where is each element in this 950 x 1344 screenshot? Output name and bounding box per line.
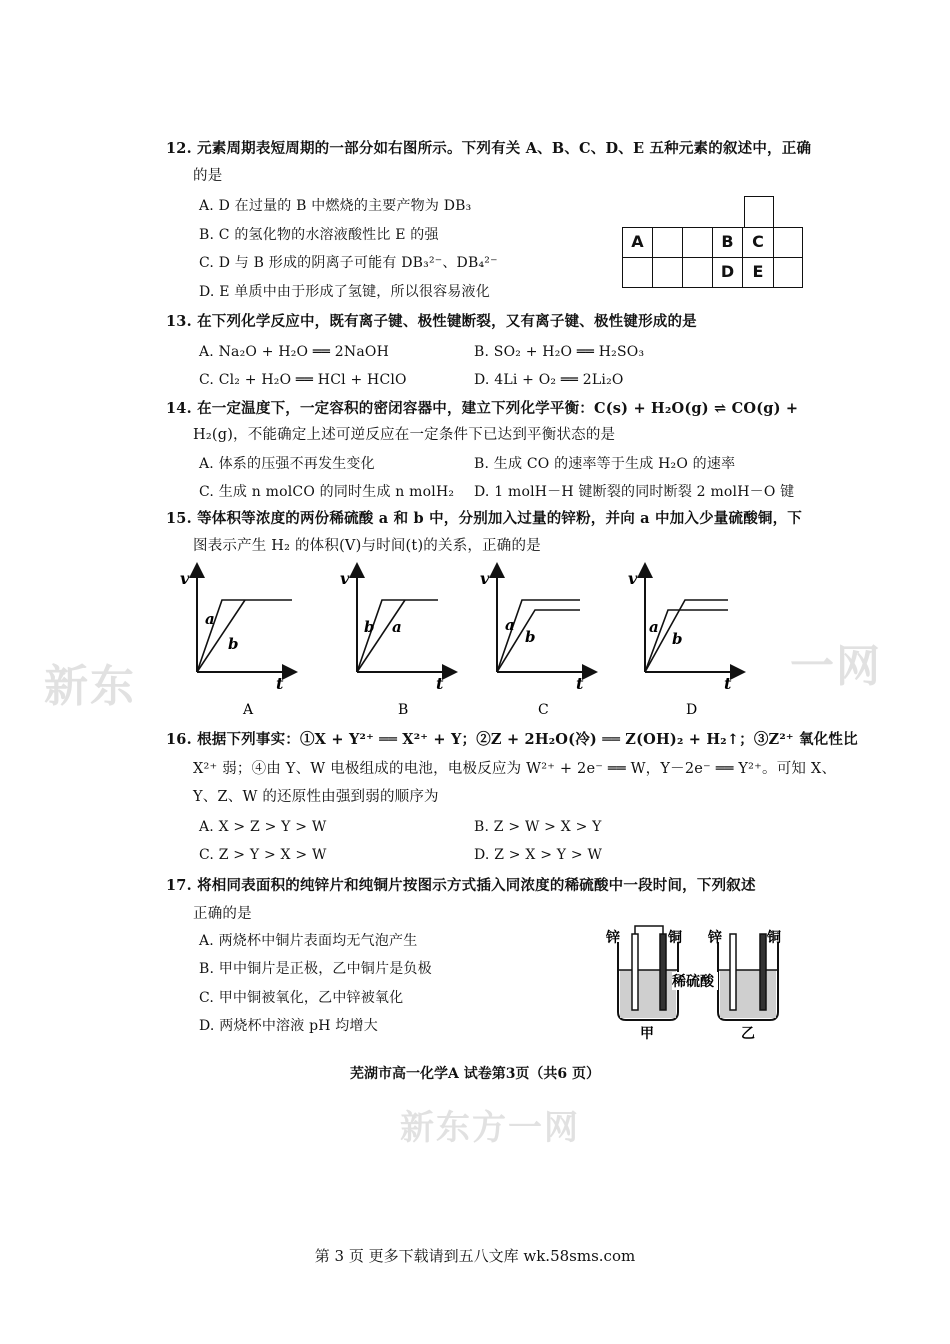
q15-graph-b [340, 569, 450, 718]
label-zinc-jia: 锌 [606, 930, 620, 946]
download-note: 第 3 页 更多下载请到五八文库 wk.58sms.com [314, 1247, 636, 1265]
q12-option-c: C. D 与 B 形成的阴离子可能有 DB₃²⁻、DB₄²⁻ [199, 255, 498, 271]
label-yi: 乙 [741, 1026, 755, 1042]
q16-stem-line1: 16. 根据下列事实：①X + Y²⁺ ══ X²⁺ + Y；②Z + 2H₂O(冷) ══ Z(OH)₂ + H₂↑；③Z²⁺ 氧化性比 [166, 731, 858, 748]
q17-stem-line1: 17. 将相同表面积的纯锌片和纯铜片按图示方式插入同浓度的稀硫酸中一段时间，下列叙述 [166, 877, 756, 894]
watermark-right: 一网 [790, 641, 882, 692]
q17-option-d: D. 两烧杯中溶液 pH 均增大 [199, 1018, 378, 1034]
q15-graph-a-label-b: b [228, 635, 239, 653]
pt-cell-r3-3 [682, 257, 713, 288]
q14-option-b: B. 生成 CO 的速率等于生成 H₂O 的速率 [474, 456, 736, 472]
q12-option-b: B. C 的氢化物的水溶液酸性比 E 的强 [199, 227, 439, 243]
q15-graph-b-label-b: b [364, 618, 375, 636]
q15-graph-a-x-label: t [276, 674, 284, 693]
q17-option-a: A. 两烧杯中铜片表面均无气泡产生 [199, 933, 418, 949]
q15-graphs [0, 562, 950, 722]
q16-stem-line3: Y、Z、W 的还原性由强到弱的顺序为 [193, 789, 439, 805]
q13-option-b: B. SO₂ + H₂O ══ H₂SO₃ [474, 344, 645, 360]
beaker-jia-solution [620, 970, 676, 1018]
pt-cell-C: C [742, 227, 774, 258]
q15-graph-c-y-label: v [480, 569, 490, 588]
q15-graph-d-y-label: v [628, 569, 638, 588]
watermark-lower: 新东方一网 [400, 1108, 580, 1148]
q15-graph-c-caption: C [538, 702, 549, 718]
q15-graph-a [180, 569, 292, 718]
q17-beaker-figure [604, 920, 804, 1045]
label-zinc-yi: 锌 [708, 930, 722, 946]
q15-graph-b-x-label: t [436, 674, 444, 693]
label-copper-jia: 铜 [668, 930, 682, 946]
q16-option-d: D. Z > X > Y > W [474, 847, 603, 863]
pt-cell-A: A [622, 227, 653, 258]
zinc-plate-jia [632, 934, 638, 1010]
q17-option-c: C. 甲中铜被氧化，乙中锌被氧化 [199, 990, 404, 1006]
q14-stem-line1: 14. 在一定温度下，一定容积的密闭容器中，建立下列化学平衡：C(s) + H₂O(g) ⇌ CO(g) + [166, 400, 799, 417]
q15-graph-b-caption: B [398, 702, 409, 718]
watermark-left: 新东 [44, 661, 136, 712]
periodic-table-fragment [622, 196, 774, 288]
q12-stem-line1: 12. 元素周期表短周期的一部分如右图所示。下列有关 A、B、C、D、E 五种元素的叙述中，正确 [166, 140, 812, 157]
q15-graph-d-label-a: a [649, 618, 659, 636]
q14-stem-line2: H₂(g)，不能确定上述可逆反应在一定条件下已达到平衡状态的是 [193, 427, 616, 443]
wire-jia [635, 926, 663, 934]
zinc-plate-yi [730, 934, 736, 1010]
q15-graph-c-x-label: t [576, 674, 584, 693]
q15-stem-line2: 图表示产生 H₂ 的体积(V)与时间(t)的关系，正确的是 [193, 538, 541, 554]
q14-option-d: D. 1 molH－H 键断裂的同时断裂 2 molH－O 键 [474, 484, 795, 500]
label-jia: 甲 [640, 1026, 654, 1042]
q16-stem-line2: X²⁺ 弱；④由 Y、W 电极组成的电池，电极反应为 W²⁺ + 2e⁻ ══ W，Y－2e⁻ ══ Y²⁺。可知 X、 [193, 761, 837, 777]
q15-graph-d [628, 569, 738, 718]
q14-option-c: C. 生成 n molCO 的同时生成 n molH₂ [199, 484, 455, 500]
q13-option-d: D. 4Li + O₂ ══ 2Li₂O [474, 372, 624, 388]
q17-stem-line2: 正确的是 [193, 906, 252, 922]
label-dilute-sulfuric-acid: 稀硫酸 [672, 974, 714, 990]
q17-option-b: B. 甲中铜片是正极，乙中铜片是负极 [199, 961, 432, 977]
pt-cell-r3-1 [622, 257, 653, 288]
q15-graph-c-label-a: a [505, 616, 515, 634]
pt-cell-r2-6 [773, 227, 803, 258]
q15-graph-a-caption: A [243, 702, 254, 718]
q13-stem: 13. 在下列化学反应中，既有离子键、极性键断裂，又有离子键、极性键形成的是 [166, 313, 697, 330]
q15-graph-d-label-b: b [672, 630, 683, 648]
q15-graph-c-label-b: b [525, 628, 536, 646]
page-footer: 芜湖市高一化学A 试卷第3页（共6 页） [349, 1066, 601, 1082]
q15-graph-a-y-label: v [180, 569, 190, 588]
pt-cell-D: D [712, 257, 743, 288]
q14-option-a: A. 体系的压强不再发生变化 [199, 456, 375, 472]
q15-graph-d-x-label: t [724, 674, 732, 693]
q13-option-c: C. Cl₂ + H₂O ══ HCl + HClO [199, 372, 407, 388]
q15-graph-c [480, 569, 590, 718]
beaker-yi-solution [720, 970, 776, 1018]
q12-option-d: D. E 单质中由于形成了氢键，所以很容易液化 [199, 284, 490, 300]
q15-graph-a-label-a: a [205, 610, 215, 628]
q16-option-b: B. Z > W > X > Y [474, 819, 602, 835]
label-copper-yi: 铜 [767, 930, 781, 946]
beaker-yi [718, 934, 778, 1020]
q15-graph-b-label-a: a [392, 618, 402, 636]
q15-graph-d-caption: D [686, 702, 698, 718]
q15-stem-line1: 15. 等体积等浓度的两份稀硫酸 a 和 b 中，分别加入过量的锌粉，并向 a 中加入少量硫酸铜，下 [166, 510, 802, 527]
pt-top-cell [744, 196, 774, 228]
q12-stem-line2: 的是 [193, 168, 223, 184]
q15-graph-b-y-label: v [340, 569, 350, 588]
q16-option-a: A. X > Z > Y > W [199, 819, 327, 835]
pt-cell-E: E [742, 257, 774, 288]
pt-cell-r2-3 [682, 227, 713, 258]
copper-plate-jia [660, 934, 666, 1010]
q12-option-a: A. D 在过量的 B 中燃烧的主要产物为 DB₃ [199, 198, 472, 214]
pt-cell-B: B [712, 227, 743, 258]
q15-graph-b-curve-a [357, 600, 405, 672]
pt-cell-r3-6 [773, 257, 803, 288]
q13-option-a: A. Na₂O + H₂O ══ 2NaOH [199, 344, 389, 360]
q16-option-c: C. Z > Y > X > W [199, 847, 327, 863]
copper-plate-yi [760, 934, 766, 1010]
pt-cell-r2-2 [652, 227, 683, 258]
pt-cell-r3-2 [652, 257, 683, 288]
